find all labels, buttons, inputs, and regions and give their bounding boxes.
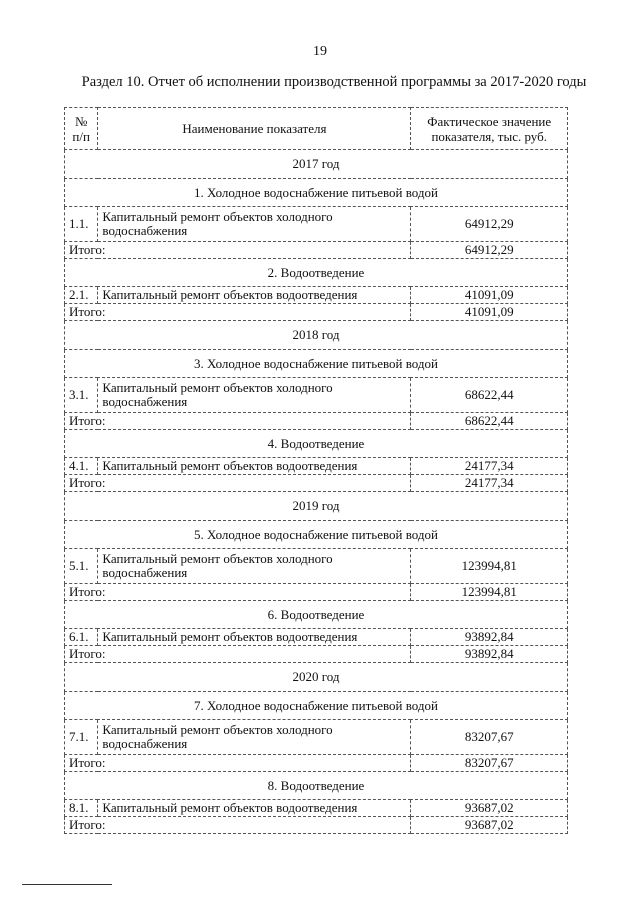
total-value: 93892,84 bbox=[411, 646, 568, 663]
item-value: 83207,67 bbox=[411, 720, 568, 755]
total-label: Итого: bbox=[65, 646, 411, 663]
item-name: Капитальный ремонт объектов холодного водоснабжения bbox=[98, 549, 411, 584]
category-row bbox=[65, 350, 568, 378]
footnote-divider bbox=[22, 884, 112, 885]
table-row bbox=[65, 629, 568, 646]
category-title: 8. Водоотведение bbox=[65, 772, 568, 800]
item-name: Капитальный ремонт объектов холодного водоснабжения bbox=[98, 720, 411, 755]
item-number: 5.1. bbox=[65, 549, 98, 584]
item-name: Капитальный ремонт объектов холодного водоснабжения bbox=[98, 207, 411, 242]
page-number: 19 bbox=[313, 44, 327, 59]
total-label: Итого: bbox=[65, 242, 411, 259]
total-label: Итого: bbox=[65, 304, 411, 321]
item-value: 41091,09 bbox=[411, 287, 568, 304]
report-table bbox=[64, 107, 568, 834]
item-name: Капитальный ремонт объектов водоотведения bbox=[98, 458, 411, 475]
category-row bbox=[65, 521, 568, 549]
item-number: 2.1. bbox=[65, 287, 98, 304]
category-title: 6. Водоотведение bbox=[65, 601, 568, 629]
table-row bbox=[65, 458, 568, 475]
year-row bbox=[65, 150, 568, 179]
year-row bbox=[65, 663, 568, 692]
item-number: 3.1. bbox=[65, 378, 98, 413]
item-value: 64912,29 bbox=[411, 207, 568, 242]
total-label: Итого: bbox=[65, 413, 411, 430]
report-body bbox=[65, 150, 568, 834]
item-value: 123994,81 bbox=[411, 549, 568, 584]
category-row bbox=[65, 179, 568, 207]
total-label: Итого: bbox=[65, 584, 411, 601]
category-title: 2. Водоотведение bbox=[65, 259, 568, 287]
category-row bbox=[65, 692, 568, 720]
item-name: Капитальный ремонт объектов водоотведения bbox=[98, 629, 411, 646]
header-name: Наименование показателя bbox=[98, 108, 411, 150]
total-row bbox=[65, 413, 568, 430]
category-row bbox=[65, 259, 568, 287]
year-row bbox=[65, 321, 568, 350]
total-label: Итого: bbox=[65, 475, 411, 492]
table-row bbox=[65, 549, 568, 584]
item-number: 4.1. bbox=[65, 458, 98, 475]
table-row bbox=[65, 207, 568, 242]
total-row bbox=[65, 755, 568, 772]
year-row bbox=[65, 492, 568, 521]
total-row bbox=[65, 304, 568, 321]
table-row bbox=[65, 287, 568, 304]
item-number: 1.1. bbox=[65, 207, 98, 242]
item-name: Капитальный ремонт объектов водоотведения bbox=[98, 287, 411, 304]
total-value: 24177,34 bbox=[411, 475, 568, 492]
total-value: 83207,67 bbox=[411, 755, 568, 772]
section-title: Раздел 10. Отчет об исполнении производственной программы за 2017-2020 годы bbox=[81, 74, 587, 90]
total-value: 93687,02 bbox=[411, 817, 568, 834]
total-value: 64912,29 bbox=[411, 242, 568, 259]
year-label: 2019 год bbox=[65, 492, 568, 521]
header-num: № п/п bbox=[65, 108, 98, 150]
year-label: 2018 год bbox=[65, 321, 568, 350]
item-name: Капитальный ремонт объектов холодного водоснабжения bbox=[98, 378, 411, 413]
total-label: Итого: bbox=[65, 755, 411, 772]
total-row bbox=[65, 242, 568, 259]
table-row bbox=[65, 800, 568, 817]
category-row bbox=[65, 772, 568, 800]
total-row bbox=[65, 584, 568, 601]
year-label: 2017 год bbox=[65, 150, 568, 179]
table-row bbox=[65, 378, 568, 413]
table-row bbox=[65, 720, 568, 755]
item-value: 93892,84 bbox=[411, 629, 568, 646]
total-value: 41091,09 bbox=[411, 304, 568, 321]
item-number: 6.1. bbox=[65, 629, 98, 646]
category-title: 5. Холодное водоснабжение питьевой водой bbox=[65, 521, 568, 549]
category-title: 3. Холодное водоснабжение питьевой водой bbox=[65, 350, 568, 378]
total-row bbox=[65, 475, 568, 492]
category-row bbox=[65, 430, 568, 458]
total-value: 123994,81 bbox=[411, 584, 568, 601]
category-title: 4. Водоотведение bbox=[65, 430, 568, 458]
total-label: Итого: bbox=[65, 817, 411, 834]
table-header-row bbox=[65, 108, 568, 150]
item-value: 93687,02 bbox=[411, 800, 568, 817]
total-row bbox=[65, 646, 568, 663]
total-value: 68622,44 bbox=[411, 413, 568, 430]
item-number: 8.1. bbox=[65, 800, 98, 817]
item-number: 7.1. bbox=[65, 720, 98, 755]
category-title: 7. Холодное водоснабжение питьевой водой bbox=[65, 692, 568, 720]
item-name: Капитальный ремонт объектов водоотведения bbox=[98, 800, 411, 817]
item-value: 24177,34 bbox=[411, 458, 568, 475]
category-title: 1. Холодное водоснабжение питьевой водой bbox=[65, 179, 568, 207]
header-value: Фактическое значение показателя, тыс. руб. bbox=[411, 108, 568, 150]
item-value: 68622,44 bbox=[411, 378, 568, 413]
year-label: 2020 год bbox=[65, 663, 568, 692]
category-row bbox=[65, 601, 568, 629]
total-row bbox=[65, 817, 568, 834]
